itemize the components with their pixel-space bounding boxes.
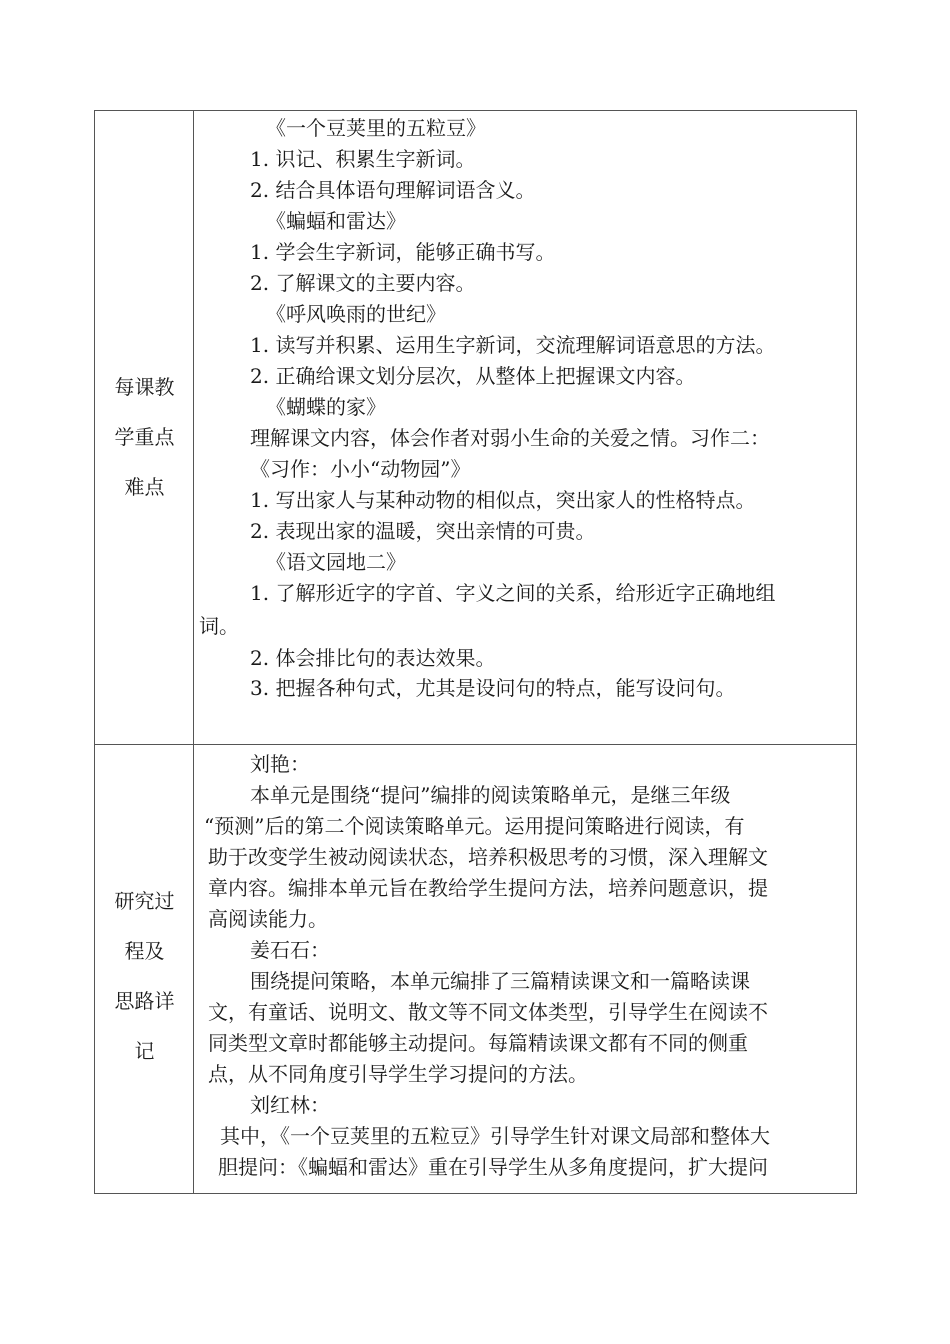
text-line: 3. 把握各种句式，尤其是设问句的特点，能写设问句。 <box>250 676 736 700</box>
row-label-line: 学重点 <box>114 425 175 449</box>
row-label-line: 难点 <box>124 475 165 499</box>
speaker-name: 刘红林： <box>250 1093 330 1117</box>
text-line: 点，从不同角度引导学生学习提问的方法。 <box>208 1062 588 1086</box>
text-line: 1. 读写并积累、运用生字新词，交流理解词语意思的方法。 <box>250 333 776 357</box>
lesson-title: 《呼风唤雨的世纪》 <box>266 302 446 326</box>
lesson-title: 《语文园地二》 <box>266 550 406 574</box>
text-line: 胆提问：《蝙蝠和雷达》重在引导学生从多角度提问，扩大提问 <box>218 1155 768 1179</box>
text-line: 2. 体会排比句的表达效果。 <box>250 646 496 670</box>
text-line: 章内容。编排本单元旨在教给学生提问方法，培养问题意识，提 <box>208 876 768 900</box>
content-cell-key-points <box>194 111 856 744</box>
text-line: 1. 写出家人与某种动物的相似点，突出家人的性格特点。 <box>250 488 756 512</box>
label-cell-key-points <box>95 111 194 744</box>
lesson-title: 《一个豆荚里的五粒豆》 <box>266 116 486 140</box>
text-line: 理解课文内容，体会作者对弱小生命的关爱之情。习作二： <box>250 426 770 450</box>
document-table <box>94 110 857 1194</box>
text-line: 2. 表现出家的温暖，突出亲情的可贵。 <box>250 519 596 543</box>
table-row-research-process <box>95 745 856 1193</box>
text-line: 其中，《一个豆荚里的五粒豆》引导学生针对课文局部和整体大 <box>220 1124 770 1148</box>
text-line: 同类型文章时都能够主动提问。每篇精读课文都有不同的侧重 <box>208 1031 748 1055</box>
text-line: 1. 了解形近字的字首、字义之间的关系，给形近字正确地组 <box>250 581 776 605</box>
lesson-title: 《习作：小小“动物园”》 <box>250 457 471 481</box>
row-label-line: 记 <box>134 1039 155 1063</box>
text-line: 词。 <box>199 614 239 638</box>
text-line: 高阅读能力。 <box>208 907 328 931</box>
row-label-line: 每课教 <box>114 375 175 399</box>
row-label-line: 思路详 <box>114 989 175 1013</box>
text-line: “预测”后的第二个阅读策略单元。运用提问策略进行阅读，有 <box>204 814 745 838</box>
lesson-title: 《蝴蝶的家》 <box>266 395 386 419</box>
lesson-title: 《蝙蝠和雷达》 <box>266 209 406 233</box>
text-line: 助于改变学生被动阅读状态，培养积极思考的习惯，深入理解文 <box>208 845 768 869</box>
speaker-name: 姜石石： <box>250 938 330 962</box>
row-label-line: 研究过 <box>114 889 175 913</box>
content-cell-research-process <box>194 745 856 1193</box>
text-line: 本单元是围绕“提问”编排的阅读策略单元，是继三年级 <box>250 783 731 807</box>
text-line: 2. 正确给课文划分层次，从整体上把握课文内容。 <box>250 364 696 388</box>
row-label-line: 程及 <box>124 939 165 963</box>
label-cell-research-process <box>95 745 194 1193</box>
speaker-name: 刘艳： <box>250 752 310 776</box>
text-line: 2. 结合具体语句理解词语含义。 <box>250 178 536 202</box>
text-line: 围绕提问策略，本单元编排了三篇精读课文和一篇略读课 <box>250 969 750 993</box>
text-line: 1. 识记、积累生字新词。 <box>250 147 476 171</box>
text-line: 2. 了解课文的主要内容。 <box>250 271 476 295</box>
table-row-key-points <box>95 111 856 745</box>
text-line: 1. 学会生字新词，能够正确书写。 <box>250 240 556 264</box>
text-line: 文，有童话、说明文、散文等不同文体类型，引导学生在阅读不 <box>208 1000 768 1024</box>
